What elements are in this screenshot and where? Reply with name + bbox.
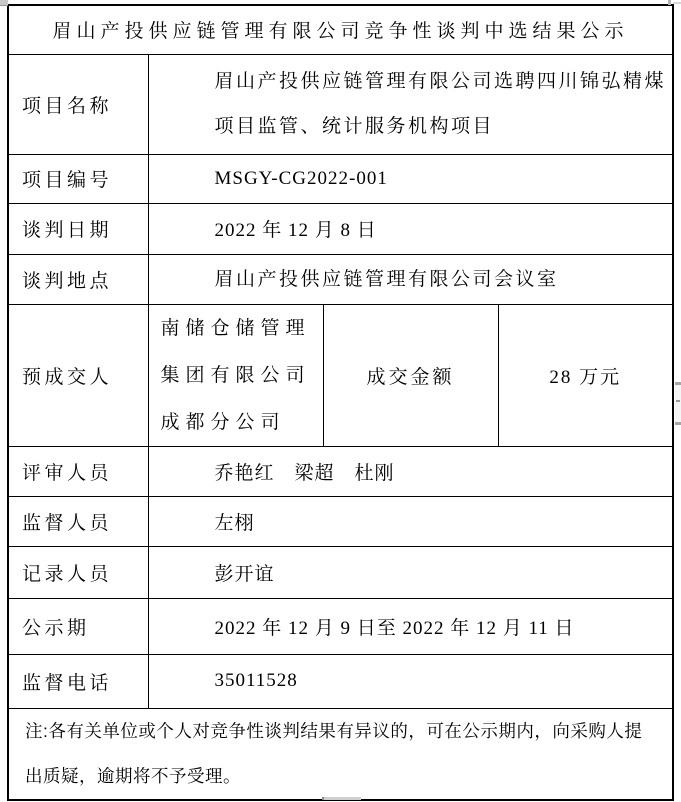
pre-winner-value: 南储仓储管理集团有限公司成都分公司 <box>148 304 323 446</box>
table-row <box>8 446 673 496</box>
announcement-table <box>7 4 674 801</box>
deal-amount-value: 28 万元 <box>498 304 673 446</box>
supervisor-label: 监督人员 <box>8 496 148 546</box>
table-row <box>8 254 673 304</box>
publicity-period-label: 公示期 <box>8 598 148 654</box>
vertical-scrollbar-thumb[interactable] <box>675 382 681 425</box>
supervision-phone-label: 监督电话 <box>8 654 148 708</box>
review-staff-value: 乔艳红 梁超 杜刚 <box>148 446 673 496</box>
negotiation-date-value: 2022 年 12 月 8 日 <box>148 203 673 254</box>
page-title: 眉山产投供应链管理有限公司竞争性谈判中选结果公示 <box>8 5 673 54</box>
review-staff-label: 评审人员 <box>8 446 148 496</box>
window-edge-line <box>673 2 681 4</box>
footnote-text: 注:各有关单位或个人对竞争性谈判结果有异议的，可在公示期内，向采购人提出质疑，逾期将不予受理。 <box>8 708 673 800</box>
table-row <box>8 496 673 546</box>
supervisor-value: 左栩 <box>148 496 673 546</box>
project-number-value: MSGY-CG2022-001 <box>148 154 673 203</box>
window-edge-tick <box>668 0 671 5</box>
table-row <box>8 203 673 254</box>
supervision-phone-value: 35011528 <box>148 654 673 708</box>
deal-amount-label: 成交金额 <box>323 304 498 446</box>
project-name-label: 项目名称 <box>8 54 148 154</box>
window-corner-fragment <box>0 0 8 6</box>
recorder-label: 记录人员 <box>8 546 148 598</box>
table-row <box>8 546 673 598</box>
recorder-value: 彭开谊 <box>148 546 673 598</box>
table-row-note <box>8 708 673 800</box>
table-row <box>8 654 673 708</box>
table-row <box>8 598 673 654</box>
table-row <box>8 154 673 203</box>
project-name-value: 眉山产投供应链管理有限公司选聘四川锦弘精煤项目监管、统计服务机构项目 <box>148 54 673 154</box>
negotiation-date-label: 谈判日期 <box>8 203 148 254</box>
negotiation-place-label: 谈判地点 <box>8 254 148 304</box>
publicity-period-value: 2022 年 12 月 9 日至 2022 年 12 月 11 日 <box>148 598 673 654</box>
table-row-title <box>8 5 673 54</box>
pre-winner-label: 预成交人 <box>8 304 148 446</box>
scrollbar-grip-icon <box>676 400 680 402</box>
project-number-label: 项目编号 <box>8 154 148 203</box>
horizontal-scrollbar-fragment[interactable] <box>322 797 361 800</box>
negotiation-place-value: 眉山产投供应链管理有限公司会议室 <box>148 254 673 304</box>
table-row-deal <box>8 304 673 446</box>
table-row <box>8 54 673 154</box>
